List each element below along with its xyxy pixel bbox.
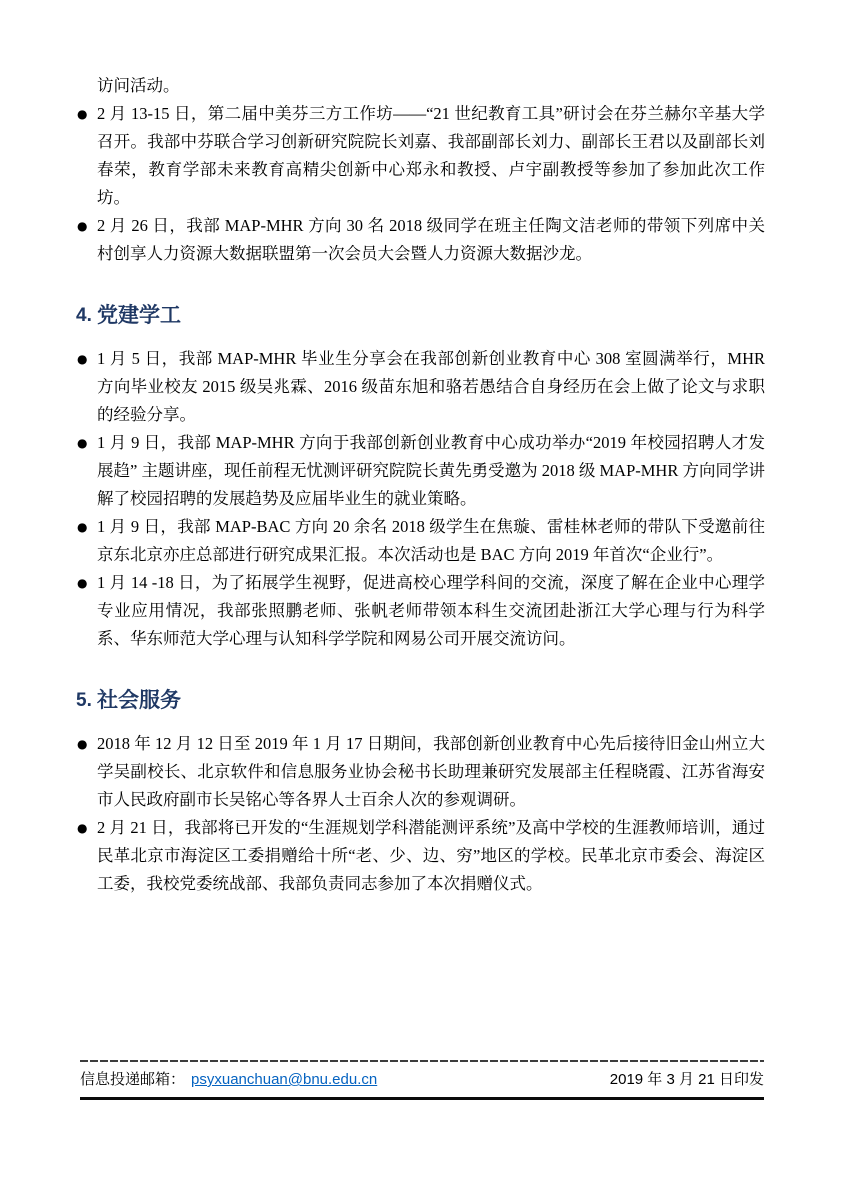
section-number: 4. bbox=[76, 305, 92, 326]
footer-row bbox=[80, 1062, 764, 1097]
footer-print-date: 2019 年 3 月 21 日印发 bbox=[609, 1071, 764, 1088]
section-title: 社会服务 bbox=[97, 689, 181, 712]
footer-email-label: 信息投递邮箱： bbox=[80, 1072, 186, 1088]
bullet-list-section-4 bbox=[77, 345, 765, 653]
list-item bbox=[77, 513, 765, 569]
paragraph-continuation: 访问活动。 bbox=[97, 76, 180, 95]
list-item bbox=[77, 100, 765, 212]
section-heading-party-building bbox=[76, 301, 765, 331]
document-content bbox=[76, 72, 765, 898]
list-item-text: 1 月 9 日，我部 MAP-BAC 方向 20 余名 2018 级学生在焦璇、雷桂林老师的带队下受邀前往京东北京亦庄总部进行研究成果汇报。本次活动也是 BAC 方向 2019 年首次“企业行”。 bbox=[97, 517, 765, 564]
list-item-text: 2 月 13-15 日，第二届中美芬三方工作坊——“21 世纪教育工具”研讨会在芬兰赫尔辛基大学召开。我部中芬联合学习创新研究院院长刘嘉、我部副部长刘力、副部长王君以及副部长刘春荣，教育学部未来教育高精尖创新中心郑永和教授、卢宇副教授等参加了参加此次工作坊。 bbox=[97, 104, 765, 207]
list-item bbox=[77, 429, 765, 513]
footer-contact bbox=[80, 1069, 377, 1091]
bullet-list-section-5 bbox=[77, 730, 765, 898]
bullet-icon: ● bbox=[77, 576, 88, 590]
section-title: 党建学工 bbox=[97, 304, 181, 327]
footer-bottom-rule bbox=[80, 1097, 764, 1100]
list-item bbox=[77, 345, 765, 429]
list-item-text: 2018 年 12 月 12 日至 2019 年 1 月 17 日期间，我部创新创业教育中心先后接待旧金山州立大学吴副校长、北京软件和信息服务业协会秘书长助理兼研究发展部主任程晓霞、江苏省海安市人民政府副市长吴铭心等各界人士百余人次的参观调研。 bbox=[97, 734, 765, 809]
list-item-text: 1 月 5 日，我部 MAP-MHR 毕业生分享会在我部创新创业教育中心 308 室圆满举行，MHR 方向毕业校友 2015 级吴兆霖、2016 级苗东旭和骆若愚结合自身经历在会上做了论文与求职的经验分享。 bbox=[97, 349, 765, 424]
list-item bbox=[77, 730, 765, 814]
bullet-icon: ● bbox=[77, 436, 88, 450]
list-item bbox=[77, 212, 765, 268]
bullet-icon: ● bbox=[77, 352, 88, 366]
list-item-text: 1 月 14 -18 日，为了拓展学生视野，促进高校心理学科间的交流，深度了解在企业中心理学专业应用情况，我部张照鹏老师、张帆老师带领本科生交流团赴浙江大学心理与行为科学系、华东师范大学心理与认知科学学院和网易公司开展交流访问。 bbox=[97, 573, 765, 648]
section-number: 5. bbox=[76, 690, 92, 711]
page-footer bbox=[80, 1060, 764, 1100]
bullet-icon: ● bbox=[77, 107, 88, 121]
bullet-icon: ● bbox=[77, 219, 88, 233]
section-heading-social-service bbox=[76, 686, 765, 716]
bullet-list-top bbox=[77, 100, 765, 268]
list-item-text: 2 月 21 日，我部将已开发的“生涯规划学科潜能测评系统”及高中学校的生涯教师培训，通过民革北京市海淀区工委捐赠给十所“老、少、边、穷”地区的学校。民革北京市委会、海淀区工委，我校党委统战部、我部负责同志参加了本次捐赠仪式。 bbox=[97, 818, 765, 893]
list-item bbox=[77, 569, 765, 653]
list-item-text: 2 月 26 日，我部 MAP-MHR 方向 30 名 2018 级同学在班主任陶文洁老师的带领下列席中关村创享人力资源大数据联盟第一次会员大会暨人力资源大数据沙龙。 bbox=[97, 216, 765, 263]
bullet-icon: ● bbox=[77, 737, 88, 751]
list-item bbox=[77, 814, 765, 898]
footer-email-link[interactable]: psyxuanchuan@bnu.edu.cn bbox=[191, 1071, 378, 1088]
list-item-text: 1 月 9 日，我部 MAP-MHR 方向于我部创新创业教育中心成功举办“2019 年校园招聘人才发展趋” 主题讲座，现任前程无忧测评研究院院长黄先勇受邀为 2018 级 MAP-MHR 方向同学讲解了校园招聘的发展趋势及应届毕业生的就业策略。 bbox=[97, 433, 765, 508]
bullet-icon: ● bbox=[77, 821, 88, 835]
bullet-icon: ● bbox=[77, 520, 88, 534]
